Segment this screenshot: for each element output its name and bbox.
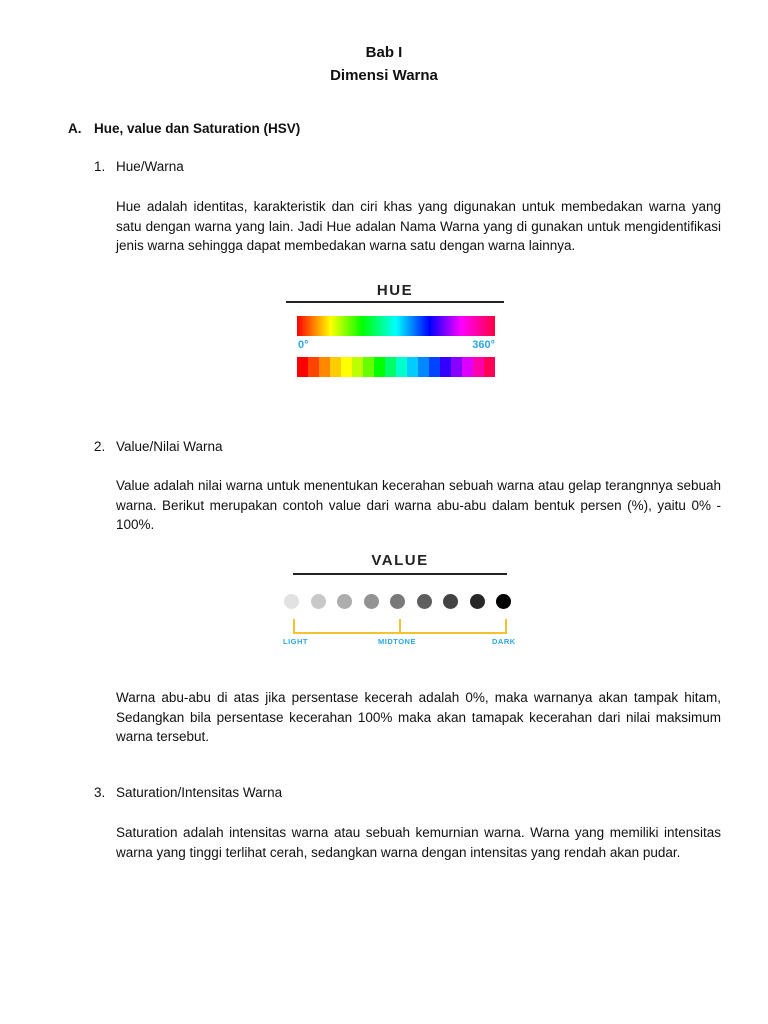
value-dot	[443, 594, 458, 609]
item-number: 2.	[94, 439, 106, 454]
bracket-tick	[293, 619, 295, 633]
section-title: Hue, value dan Saturation (HSV)	[94, 121, 301, 136]
chapter-title: Dimensi Warna	[330, 67, 438, 84]
value-dot	[337, 594, 352, 609]
hue-figure-title: HUE	[376, 282, 414, 299]
value-bracket	[293, 619, 507, 633]
hue-title-underline	[286, 301, 504, 303]
list-item-hue	[94, 159, 184, 174]
bracket-line	[293, 632, 507, 634]
hue-swatch	[440, 357, 451, 377]
value-figure-title: VALUE	[371, 552, 429, 569]
value-dot	[470, 594, 485, 609]
list-item-saturation	[94, 785, 282, 800]
hue-max-label: 360°	[472, 339, 495, 351]
hue-swatch	[451, 357, 462, 377]
list-item-value	[94, 439, 223, 454]
hue-swatch	[418, 357, 429, 377]
item-title: Saturation/Intensitas Warna	[116, 785, 283, 800]
hue-gradient-bar	[297, 316, 495, 336]
hue-swatch	[396, 357, 407, 377]
value-dot	[364, 594, 379, 609]
hue-swatch	[341, 357, 352, 377]
saturation-paragraph: Saturation adalah intensitas warna atau sebuah kemurnian warna. Warna yang memiliki intensitas warna yang tinggi terlihat cerah, sedangkan warna dengan intensitas yang rendah akan pudar.	[116, 825, 721, 860]
value-figure	[276, 548, 524, 650]
hue-swatch	[473, 357, 484, 377]
section-heading	[68, 121, 300, 136]
hue-paragraph: Hue adalah identitas, karakteristik dan ciri khas yang digunakan untuk membedakan warna yang satu dengan warna yang lain. Jadi Hue adalan Nama Warna yang di gunakan untuk mengidentifikasi jenis warna sehingga dapat membedakan warna satu dengan warna lainnya.	[116, 199, 721, 253]
item-number: 3.	[94, 785, 106, 800]
item-title: Hue/Warna	[116, 159, 184, 174]
chapter-label: Bab I	[365, 44, 403, 61]
hue-swatch	[462, 357, 473, 377]
hue-swatch	[297, 357, 308, 377]
value-dot	[311, 594, 326, 609]
hue-swatch	[308, 357, 319, 377]
value-dot	[496, 594, 511, 609]
bracket-tick	[399, 619, 401, 633]
hue-swatch	[429, 357, 440, 377]
value-dark-label: DARK	[492, 637, 516, 646]
hue-swatch	[352, 357, 363, 377]
value-title-underline	[293, 573, 507, 575]
hue-swatch	[319, 357, 330, 377]
value-dot	[390, 594, 405, 609]
value-paragraph-2: Warna abu-abu di atas jika persentase kecerah adalah 0%, maka warnanya akan tampak hitam, Sedangkan bila persentase kecerahan 100% maka akan tamapak kecerahan dari nilai maksimum warna tersebut.	[116, 690, 721, 744]
hue-swatch	[407, 357, 418, 377]
value-dot-row	[284, 594, 520, 610]
hue-swatch-strip	[297, 357, 495, 377]
hue-min-label: 0°	[298, 339, 309, 351]
value-dot	[284, 594, 299, 609]
value-midtone-label: MIDTONE	[378, 637, 416, 646]
value-light-label: LIGHT	[283, 637, 308, 646]
hue-swatch	[363, 357, 374, 377]
value-paragraph: Value adalah nilai warna untuk menentukan kecerahan sebuah warna atau gelap terangnnya sebuah warna. Berikut merupakan contoh value dari warna abu-abu dalam bentuk persen (%), yaitu 0% - 100%.	[116, 478, 721, 532]
hue-swatch	[385, 357, 396, 377]
value-dot	[417, 594, 432, 609]
hue-swatch	[484, 357, 495, 377]
section-label: A.	[68, 121, 82, 136]
item-number: 1.	[94, 159, 106, 174]
hue-swatch	[330, 357, 341, 377]
item-title: Value/Nilai Warna	[116, 439, 223, 454]
hue-figure	[282, 278, 508, 380]
hue-swatch	[374, 357, 385, 377]
bracket-tick	[505, 619, 507, 633]
